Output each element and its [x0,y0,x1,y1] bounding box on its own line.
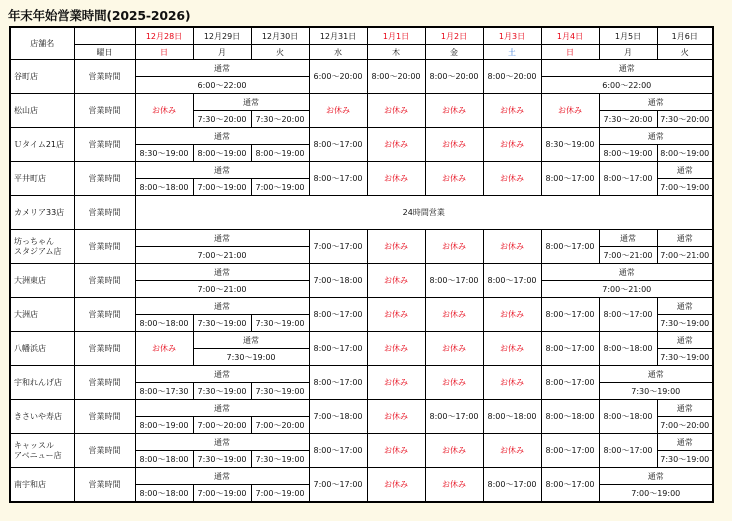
closed-cell: お休み [483,230,541,264]
closed-cell: お休み [483,128,541,162]
date-header: 1月2日 [425,27,483,45]
closed-cell: お休み [425,366,483,400]
normal-label: 通常 [135,60,309,77]
store-name-line: 坊っちゃん [14,236,54,246]
hours-cell: 8:00～17:00 [541,162,599,196]
hours-cell: 8:00～17:00 [309,366,367,400]
normal-label: 通常 [135,468,309,485]
hours-cell: 8:00～20:00 [483,60,541,94]
hours-cell: 8:00～18:00 [135,179,193,196]
closed-cell: お休み [483,366,541,400]
hours-cell: 8:00～17:00 [309,128,367,162]
store-name: 大洲東店 [10,264,74,298]
normal-label: 通常 [135,366,309,383]
hours-cell: 8:00～17:00 [541,468,599,503]
store-header: 店舗名 [10,27,74,60]
normal-label: 通常 [135,434,309,451]
weekday: 月 [599,45,657,60]
hours-cell: 7:00～17:00 [309,230,367,264]
hours-cell: 8:00～17:00 [309,332,367,366]
hours-cell: 8:00～18:00 [599,400,657,434]
weekday: 水 [309,45,367,60]
closed-cell: お休み [367,162,425,196]
hours-cell: 7:00～21:00 [135,281,309,298]
normal-label: 通常 [135,162,309,179]
closed-cell: お休み [425,162,483,196]
store-name: 宇和れんげ店 [10,366,74,400]
hours-cell: 8:00～19:00 [251,145,309,162]
closed-cell: お休み [483,162,541,196]
hours-cell: 7:30～20:00 [599,111,657,128]
hours-cell: 7:00～19:00 [657,179,713,196]
weekday: 火 [657,45,713,60]
hours-cell: 7:30～20:00 [657,111,713,128]
hours-label: 営業時間 [74,298,135,332]
hours-cell: 8:00～19:00 [657,145,713,162]
closed-cell: お休み [367,468,425,503]
date-header: 1月5日 [599,27,657,45]
closed-cell: お休み [367,332,425,366]
hours-cell: 6:00～22:00 [135,77,309,94]
date-header: 12月31日 [309,27,367,45]
weekday-header: 曜日 [74,45,135,60]
hours-cell: 8:00～17:00 [541,366,599,400]
hours-cell: 7:30～19:00 [251,383,309,400]
closed-cell: お休み [425,128,483,162]
weekday: 土 [483,45,541,60]
date-header: 12月30日 [251,27,309,45]
hours-cell: 7:30～19:00 [251,451,309,468]
normal-label: 通常 [135,230,309,247]
store-name [10,434,74,468]
store-name: カメリア33店 [10,196,74,230]
store-name: 松山店 [10,94,74,128]
closed-cell: お休み [367,230,425,264]
hours-cell: 8:00～20:00 [425,60,483,94]
weekday: 日 [541,45,599,60]
date-header: 1月6日 [657,27,713,45]
date-header: 1月4日 [541,27,599,45]
hours-cell: 7:00～21:00 [599,247,657,264]
hours-cell: 7:00～21:00 [135,247,309,264]
hours-cell: 24時間営業 [135,196,713,230]
hours-cell: 7:30～19:00 [193,383,251,400]
store-name: 八幡浜店 [10,332,74,366]
hours-cell: 8:00～19:00 [193,145,251,162]
hours-cell: 7:00～20:00 [193,417,251,434]
hours-cell: 7:00～20:00 [251,417,309,434]
store-name: 谷町店 [10,60,74,94]
hours-label: 営業時間 [74,162,135,196]
hours-label: 営業時間 [74,94,135,128]
closed-cell: お休み [309,94,367,128]
normal-label: 通常 [193,94,309,111]
hours-label: 営業時間 [74,60,135,94]
hours-label: 営業時間 [74,366,135,400]
normal-label: 通常 [657,162,713,179]
closed-cell: お休み [425,94,483,128]
normal-label: 通常 [599,94,713,111]
weekday: 火 [251,45,309,60]
hours-label: 営業時間 [74,128,135,162]
hours-cell: 8:00～17:00 [541,230,599,264]
hours-cell: 8:00～17:00 [309,162,367,196]
date-header: 12月28日 [135,27,193,45]
normal-label: 通常 [599,128,713,145]
closed-cell: お休み [367,94,425,128]
normal-label: 通常 [599,230,657,247]
closed-cell: お休み [367,434,425,468]
blank-header [74,27,135,45]
closed-cell: お休み [425,332,483,366]
hours-cell: 7:00～19:00 [251,485,309,503]
closed-cell: お休み [483,94,541,128]
closed-cell: お休み [135,94,193,128]
store-name [10,230,74,264]
normal-label: 通常 [657,434,713,451]
hours-cell: 7:30～19:00 [657,451,713,468]
store-name-line: スタジアム店 [14,246,62,256]
weekday: 日 [135,45,193,60]
hours-cell: 8:00～18:00 [483,400,541,434]
store-name-line: キャッスル [14,440,54,450]
hours-cell: 8:00～19:00 [599,145,657,162]
hours-cell: 8:00～17:00 [425,400,483,434]
hours-cell: 7:30～19:00 [657,315,713,332]
closed-cell: お休み [367,298,425,332]
hours-cell: 7:30～20:00 [251,111,309,128]
hours-cell: 7:00～19:00 [251,179,309,196]
hours-cell: 7:00～17:00 [309,468,367,503]
weekday: 木 [367,45,425,60]
closed-cell: お休み [425,468,483,503]
date-header: 1月3日 [483,27,541,45]
page-title: 年末年始営業時間(2025-2026) [8,8,191,23]
closed-cell: お休み [483,298,541,332]
normal-label: 通常 [657,298,713,315]
hours-cell: 6:00～20:00 [309,60,367,94]
hours-cell: 7:00～21:00 [657,247,713,264]
normal-label: 通常 [599,468,713,485]
normal-label: 通常 [135,298,309,315]
normal-label: 通常 [599,366,713,383]
hours-cell: 7:00～19:00 [599,485,713,503]
hours-cell: 7:30～19:00 [251,315,309,332]
hours-cell: 8:00～17:00 [599,434,657,468]
hours-cell: 8:00～17:00 [599,162,657,196]
store-name-line: アベニュー店 [14,450,62,460]
hours-cell: 8:00～18:00 [599,332,657,366]
closed-cell: お休み [135,332,193,366]
hours-cell: 8:00～18:00 [135,485,193,503]
normal-label: 通常 [135,264,309,281]
normal-label: 通常 [541,60,713,77]
hours-cell: 7:00～19:00 [193,485,251,503]
hours-cell: 8:00～17:00 [541,332,599,366]
store-name: 大洲店 [10,298,74,332]
store-name: きさいや寿店 [10,400,74,434]
hours-cell: 8:00～17:00 [541,298,599,332]
hours-cell: 7:30～19:00 [193,451,251,468]
hours-cell: 8:00～17:00 [425,264,483,298]
hours-cell: 8:00～17:00 [309,298,367,332]
closed-cell: お休み [367,264,425,298]
closed-cell: お休み [483,332,541,366]
weekday: 金 [425,45,483,60]
hours-cell: 8:00～17:00 [599,298,657,332]
schedule-table [9,26,714,503]
normal-label: 通常 [541,264,713,281]
closed-cell: お休み [425,230,483,264]
closed-cell: お休み [425,298,483,332]
hours-cell: 8:30～19:00 [135,145,193,162]
hours-cell: 7:00～21:00 [541,281,713,298]
hours-cell: 7:30～19:00 [193,349,309,366]
hours-cell: 7:30～19:00 [193,315,251,332]
normal-label: 通常 [657,400,713,417]
weekday: 月 [193,45,251,60]
schedule-table-wrap [9,26,714,503]
hours-cell: 8:00～18:00 [541,400,599,434]
hours-cell: 8:00～17:00 [541,434,599,468]
hours-cell: 8:00～17:00 [483,264,541,298]
closed-cell: お休み [541,94,599,128]
hours-label: 営業時間 [74,468,135,503]
hours-cell: 8:00～20:00 [367,60,425,94]
hours-cell: 8:00～17:30 [135,383,193,400]
hours-cell: 7:30～19:00 [657,349,713,366]
normal-label: 通常 [657,332,713,349]
hours-label: 営業時間 [74,230,135,264]
hours-cell: 7:00～19:00 [193,179,251,196]
date-header: 12月29日 [193,27,251,45]
hours-label: 営業時間 [74,332,135,366]
hours-label: 営業時間 [74,434,135,468]
hours-cell: 6:00～22:00 [541,77,713,94]
hours-cell: 8:00～18:00 [135,451,193,468]
store-name: Ｕタイム21店 [10,128,74,162]
closed-cell: お休み [367,400,425,434]
hours-cell: 8:00～17:00 [309,434,367,468]
hours-label: 営業時間 [74,264,135,298]
date-header: 1月1日 [367,27,425,45]
hours-cell: 8:30～19:00 [541,128,599,162]
normal-label: 通常 [193,332,309,349]
hours-cell: 7:00～18:00 [309,400,367,434]
hours-cell: 8:00～18:00 [135,315,193,332]
hours-label: 営業時間 [74,400,135,434]
normal-label: 通常 [657,230,713,247]
hours-cell: 8:00～17:00 [483,468,541,503]
closed-cell: お休み [367,366,425,400]
closed-cell: お休み [367,128,425,162]
hours-cell: 8:00～19:00 [135,417,193,434]
normal-label: 通常 [135,400,309,417]
closed-cell: お休み [425,434,483,468]
hours-label: 営業時間 [74,196,135,230]
store-name: 平井町店 [10,162,74,196]
hours-cell: 7:00～20:00 [657,417,713,434]
hours-cell: 7:30～19:00 [599,383,713,400]
store-name: 南宇和店 [10,468,74,503]
hours-cell: 7:30～20:00 [193,111,251,128]
closed-cell: お休み [483,434,541,468]
normal-label: 通常 [135,128,309,145]
hours-cell: 7:00～18:00 [309,264,367,298]
